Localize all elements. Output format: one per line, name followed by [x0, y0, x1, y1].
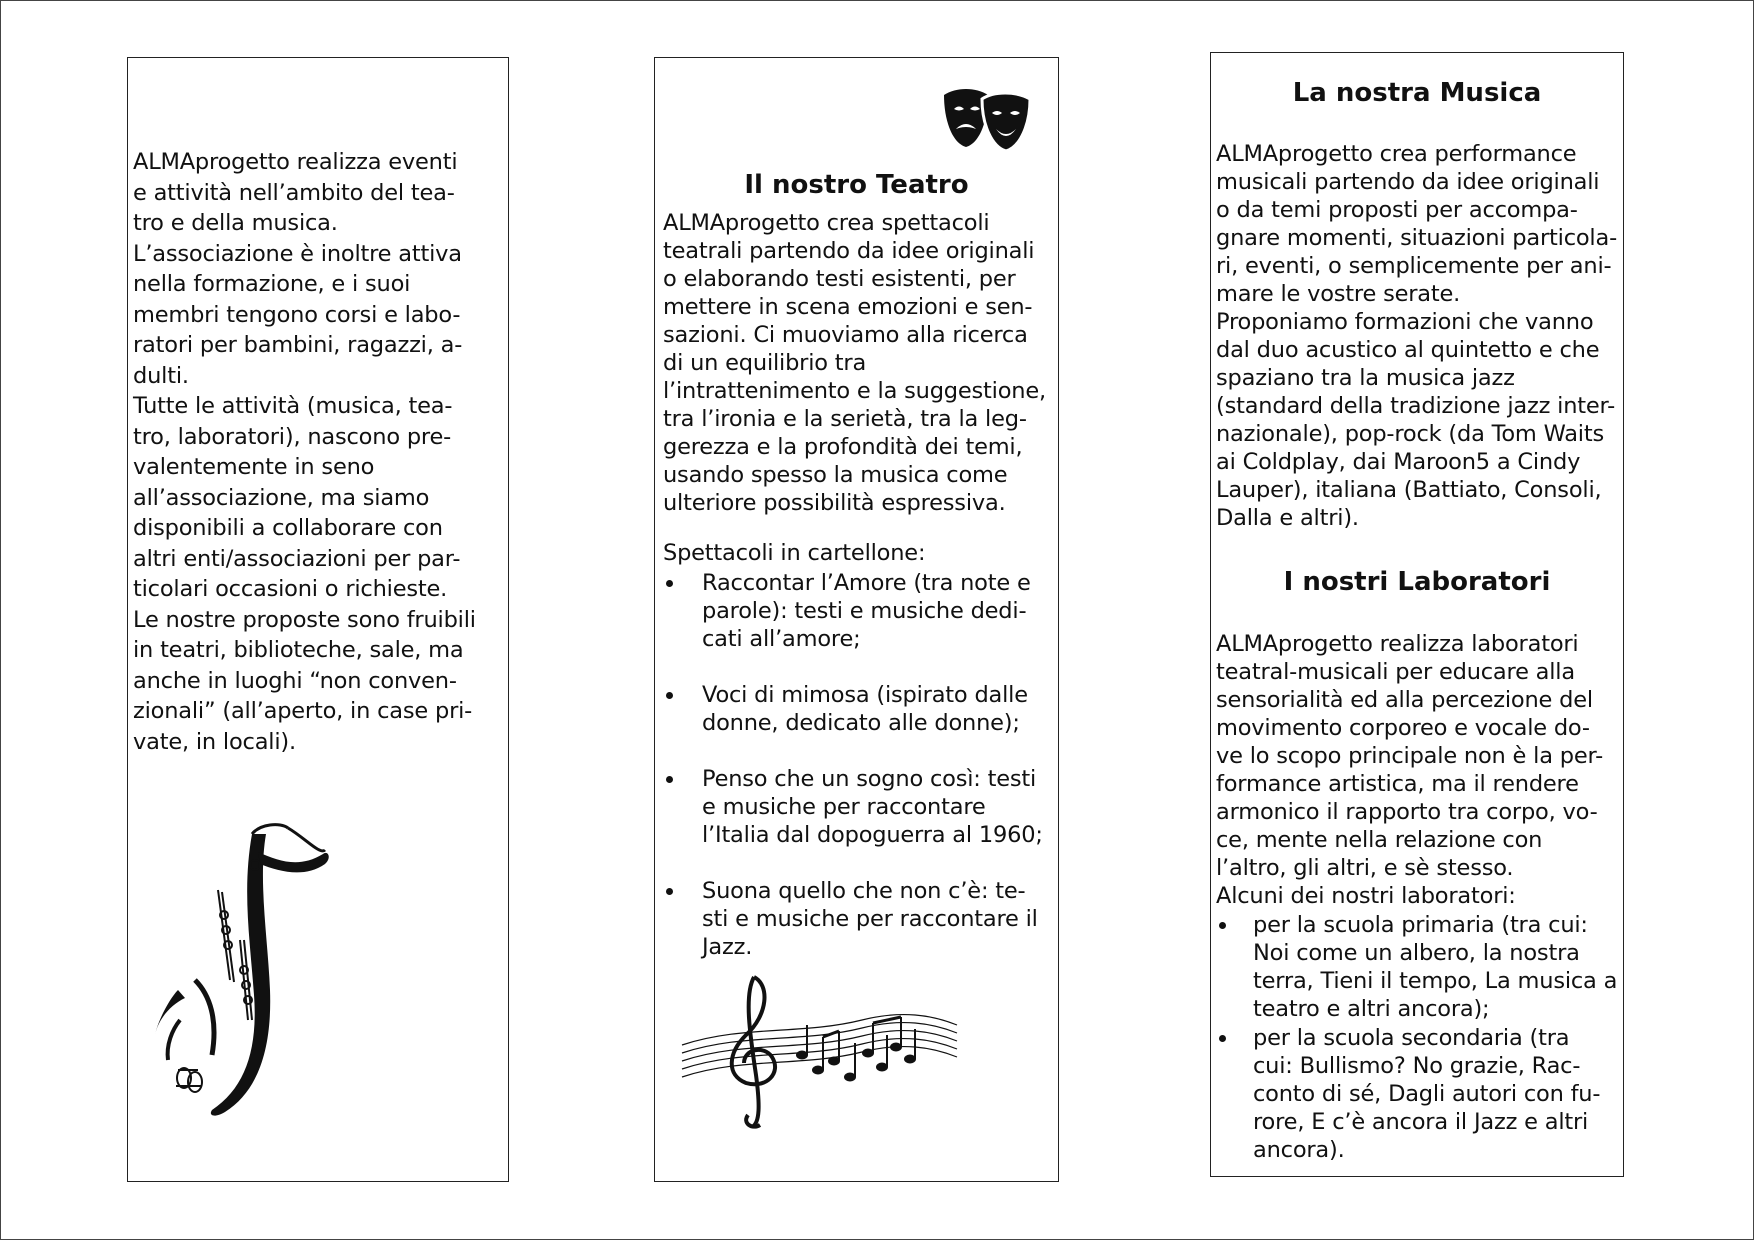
laboratori-text-line: formance artistica, ma il rendere	[1216, 771, 1579, 797]
theater-masks-icon	[942, 85, 1034, 153]
teatro-title: Il nostro Teatro	[744, 170, 969, 200]
show-item-line: parole): testi e musiche dedi-	[702, 598, 1027, 624]
show-item-line: donne, dedicato alle donne);	[702, 710, 1020, 736]
laboratori-text-line: l’altro, gli altri, e sè stesso.	[1216, 855, 1514, 881]
lab-item-line: conto di sé, Dagli autori con fu-	[1253, 1081, 1601, 1107]
left-text-line: altri enti/associazioni per par-	[133, 545, 461, 572]
lab-item-line: Noi come un albero, la nostra	[1253, 940, 1580, 966]
left-text-line: in teatri, biblioteche, sale, ma	[133, 637, 464, 663]
bullet-icon	[666, 776, 673, 783]
music-staff-icon	[682, 975, 962, 1140]
laboratori-text-line: ALMAprogetto realizza laboratori	[1216, 631, 1579, 657]
musica-text-line: Dalla e altri).	[1216, 505, 1359, 531]
musica-text-line: Proponiamo formazioni che vanno	[1216, 309, 1594, 335]
saxophone-icon	[140, 820, 340, 1130]
bullet-icon	[666, 888, 673, 895]
teatro-text-line: ALMAprogetto crea spettacoli	[663, 210, 990, 236]
left-text-line: anche in luoghi “non conven-	[133, 667, 457, 694]
laboratori-text-line: armonico il rapporto tra corpo, vo-	[1216, 799, 1598, 825]
lab-item-line: per la scuola secondaria (tra	[1253, 1025, 1570, 1051]
laboratori-text-line: ve lo scopo principale non è la per-	[1216, 743, 1604, 769]
show-item-line: Suona quello che non c’è: te-	[702, 878, 1026, 904]
musica-text-line: (standard della tradizione jazz inter-	[1216, 393, 1616, 419]
left-text-line: vate, in locali).	[133, 728, 296, 755]
musica-text-line: ri, eventi, o semplicemente per ani-	[1216, 253, 1612, 279]
left-text-line: tro e della musica.	[133, 210, 338, 236]
teatro-text-line: gerezza e la profondità dei temi,	[663, 434, 1023, 460]
bullet-icon	[1219, 922, 1226, 929]
bullet-icon	[666, 692, 673, 699]
show-item-line: l’Italia dal dopoguerra al 1960;	[702, 822, 1043, 848]
musica-text-line: o da temi proposti per accompa-	[1216, 197, 1578, 223]
show-item-line: sti e musiche per raccontare il	[702, 906, 1038, 932]
show-item-line: Voci di mimosa (ispirato dalle	[702, 682, 1028, 708]
musica-text-line: ALMAprogetto crea performance	[1216, 141, 1577, 167]
left-text-line: membri tengono corsi e labo-	[133, 301, 461, 328]
show-item-line: Penso che un sogno così: testi	[702, 766, 1037, 792]
lab-item-line: teatro e altri ancora);	[1253, 996, 1490, 1022]
show-item-line: Raccontar l’Amore (tra note e	[702, 570, 1031, 596]
musica-text-line: mare le vostre serate.	[1216, 281, 1461, 307]
teatro-text-line: usando spesso la musica come	[663, 462, 1008, 488]
laboratori-title: I nostri Laboratori	[1283, 567, 1551, 597]
show-item-line: cati all’amore;	[702, 626, 861, 652]
left-text-line: ticolari occasioni o richieste.	[133, 576, 448, 602]
left-text-line: Tutte le attività (musica, tea-	[133, 393, 453, 419]
teatro-text-line: tra l’ironia e la serietà, tra la leg-	[663, 406, 1027, 432]
teatro-text-line: teatrali partendo da idee originali	[663, 238, 1035, 264]
left-text-line: disponibili a collaborare con	[133, 515, 443, 541]
musica-text-line: nazionale), pop-rock (da Tom Waits	[1216, 421, 1604, 447]
teatro-text-line: ulteriore possibilità espressiva.	[663, 490, 1006, 516]
musica-text-line: gnare momenti, situazioni particola-	[1216, 225, 1617, 251]
musica-text-line: musicali partendo da idee originali	[1216, 169, 1600, 195]
laboratori-text-line: sensorialità ed alla percezione del	[1216, 687, 1593, 713]
lab-item-line: rore, E c’è ancora il Jazz e altri	[1253, 1109, 1589, 1135]
lab-item-line: ancora).	[1253, 1137, 1345, 1163]
bullet-icon	[666, 580, 673, 587]
left-text-line: dulti.	[133, 362, 189, 389]
show-item-line: e musiche per raccontare	[702, 794, 986, 820]
left-text-line: L’associazione è inoltre attiva	[133, 240, 462, 267]
lab-item-line: terra, Tieni il tempo, La musica a	[1253, 968, 1618, 994]
shows-heading: Spettacoli in cartellone:	[663, 540, 926, 566]
lab-item-line: cui: Bullismo? No grazie, Rac-	[1253, 1053, 1581, 1079]
teatro-text-line: di un equilibrio tra	[663, 350, 867, 376]
left-text-line: e attività nell’ambito del tea-	[133, 179, 455, 206]
musica-title: La nostra Musica	[1292, 78, 1542, 108]
left-text-line: tro, laboratori), nascono pre-	[133, 423, 452, 450]
musica-text-line: dal duo acustico al quintetto e che	[1216, 337, 1600, 363]
left-text-line: ALMAprogetto realizza eventi	[133, 149, 458, 175]
left-text-line: zionali” (all’aperto, in case pri-	[133, 698, 473, 724]
teatro-text-line: o elaborando testi esistenti, per	[663, 266, 1016, 292]
left-text-line: valentemente in seno	[133, 454, 375, 480]
teatro-text-line: mettere in scena emozioni e sen-	[663, 294, 1033, 320]
teatro-text-line: l’intrattenimento e la suggestione,	[663, 378, 1046, 404]
left-text-line: nella formazione, e i suoi	[133, 271, 411, 297]
teatro-text-line: sazioni. Ci muoviamo alla ricerca	[663, 322, 1028, 348]
bullet-icon	[1219, 1035, 1226, 1042]
laboratori-text-line: Alcuni dei nostri laboratori:	[1216, 883, 1516, 909]
musica-text-line: spaziano tra la musica jazz	[1216, 365, 1515, 391]
left-text-line: Le nostre proposte sono fruibili	[133, 606, 476, 633]
laboratori-text-line: ce, mente nella relazione con	[1216, 827, 1543, 853]
left-text-line: all’associazione, ma siamo	[133, 484, 430, 511]
left-text-line: ratori per bambini, ragazzi, a-	[133, 332, 463, 358]
lab-item-line: per la scuola primaria (tra cui:	[1253, 912, 1588, 938]
laboratori-text-line: teatral-musicali per educare alla	[1216, 659, 1575, 685]
laboratori-text-line: movimento corporeo e vocale do-	[1216, 715, 1590, 741]
musica-text-line: ai Coldplay, dai Maroon5 a Cindy	[1216, 449, 1581, 475]
musica-text-line: Lauper), italiana (Battiato, Consoli,	[1216, 477, 1602, 503]
show-item-line: Jazz.	[702, 934, 753, 960]
